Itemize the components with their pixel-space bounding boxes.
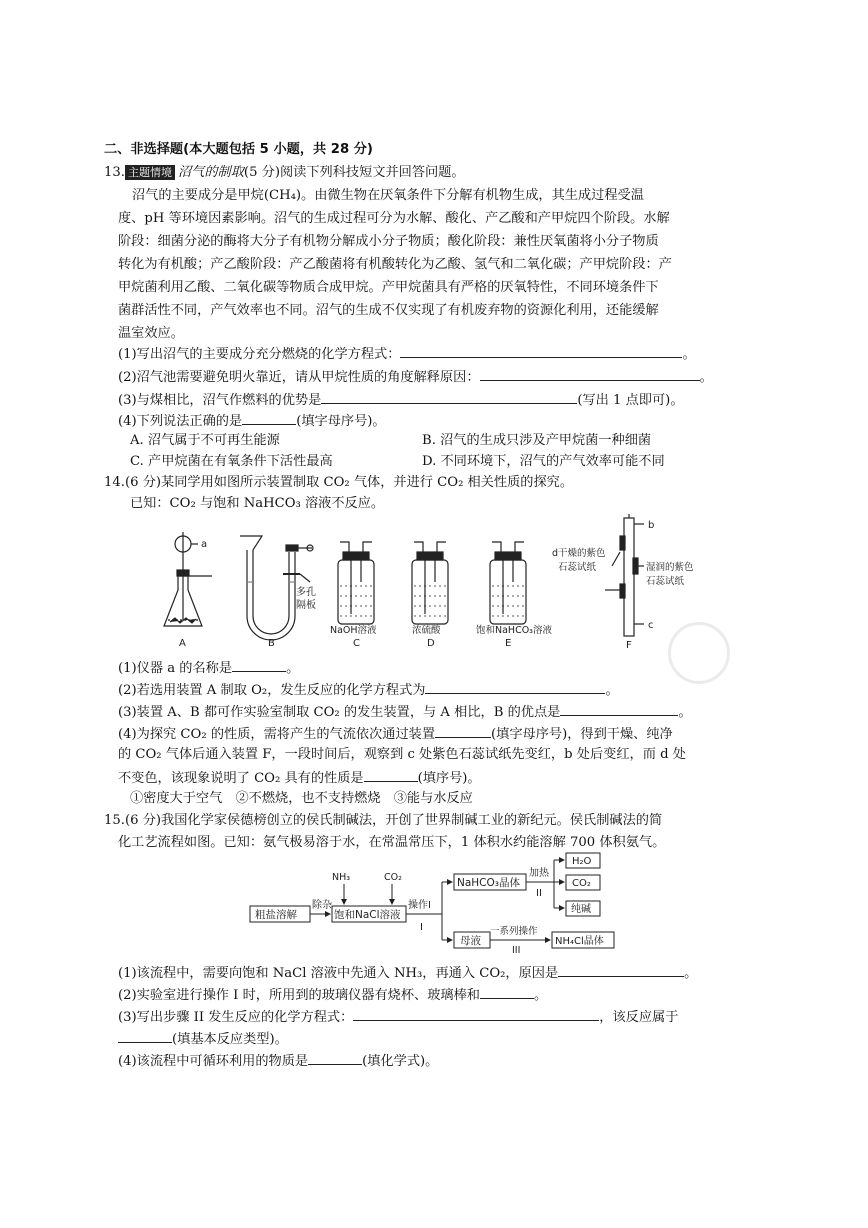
answer-blank[interactable] [232,657,286,672]
q14-sub4c-tail: (填序号)。 [417,771,481,786]
period: 。 [533,988,548,1003]
text-nahco3: NaHCO₃晶体 [457,877,520,889]
q14-sub1 [118,657,299,679]
q15-sub3a-tail: ，该反应属于 [599,1010,679,1025]
text-co2: CO₂ [572,878,591,889]
answer-blank[interactable] [480,366,700,381]
q13-sub1 [118,343,696,365]
period: 。 [678,705,692,720]
text-two: II [536,888,542,899]
q13-option-b: B. 沼气的生成只涉及产甲烷菌一种细菌 [422,433,652,448]
label-c: c [648,620,654,631]
text-crude: 粗盐溶解 [255,909,297,921]
answer-blank[interactable] [400,343,682,358]
period: 。 [286,661,300,676]
apparatus-c [330,542,377,649]
q14-apparatus-figure [150,512,710,654]
label-D: D [427,638,435,649]
q13-passage-line: 度、pH 等环境因素影响。沼气的生成过程可分为水解、酸化、产乙酸和产甲烷四个阶段。水解 [118,211,670,226]
answer-blank[interactable] [364,767,418,782]
text-satnacl: 饱和NaCl溶液 [334,909,401,921]
apparatus-b [240,536,316,649]
q14-sub2-text: (2)若选用装置 A 制取 O₂，发生反应的化学方程式为 [118,683,426,698]
q13-passage-line: 甲烷菌利用乙酸、二氧化碳等物质合成甲烷。产甲烷菌具有严格的厌氧特性，不同环境条件下 [118,280,659,295]
apparatus-a [164,532,212,649]
q13-sub3-text: (3)与煤相比，沼气作燃料的优势是 [118,393,322,408]
q15-sub4 [118,1050,438,1072]
q13-number: 13. [104,165,125,180]
label-C: C [353,638,360,649]
q13-topic: 沼气的制取 [177,165,244,180]
q15-sub2-text: (2)实验室进行操作 I 时，所用到的玻璃仪器有烧杯、玻璃棒和 [118,988,480,1003]
section-title: 二、非选择题(本大题包括 5 小题，共 28 分) [104,142,373,157]
q14-sub3 [118,701,692,723]
label-dry2: 石蕊试纸 [558,562,597,573]
text-op1: 操作I [408,900,431,911]
q14-sub4a [118,723,673,745]
q13-sub2-text: (2)沼气池需要避免明火靠近，请从甲烷性质的角度解释原因： [118,370,480,385]
text-three: III [512,945,521,956]
apparatus-f [552,514,694,651]
q13-heading [104,163,465,183]
q13-sub4-text: (4)下列说法正确的是 [118,414,243,429]
answer-blank[interactable] [435,723,491,738]
q13-theme-tag: 主题情境 [125,165,175,180]
q15-flow-diagram [246,852,626,956]
label-a: a [201,539,208,550]
label-naoh: NaOH溶液 [330,625,377,636]
q15-sub3b-tail: (填基本反应类型)。 [172,1032,288,1047]
answer-blank[interactable] [425,679,605,694]
q13-sub4 [118,410,386,432]
label-B: B [268,638,275,649]
q13-sub3 [118,389,684,411]
apparatus-d [412,542,448,649]
q14-sub1-text: (1)仪器 a 的名称是 [118,661,233,676]
label-b: b [648,520,655,531]
answer-blank[interactable] [560,701,678,716]
label-h2so4: 浓硫酸 [412,625,441,636]
q14-options: ①密度大于空气 ②不燃烧，也不支持燃烧 ③能与水反应 [130,791,473,806]
q13-option-c: C. 产甲烷菌在有氧条件下活性最高 [130,454,333,469]
q15-sub4-text: (4)该流程中可循环利用的物质是 [118,1054,309,1069]
text-heat: 加热 [529,868,549,879]
text-op1b: I [420,922,423,933]
q14-sub4a-text: (4)为探究 CO₂ 的性质，需将产生的气流依次通过装置 [118,727,436,742]
label-E: E [505,638,512,649]
answer-blank[interactable] [308,1050,362,1065]
text-series: 一系列操作 [490,926,538,937]
q15-sub3a [118,1006,678,1028]
answer-blank[interactable] [242,410,296,425]
q15-sub4-tail: (填化学式)。 [362,1054,439,1069]
q13-passage-line: 菌群活性不同，产气效率也不同。沼气的生成不仅实现了有机废弃物的资源化利用，还能缓解 [118,303,659,318]
q13-sub1-text: (1)写出沼气的主要成分充分燃烧的化学方程式： [118,347,401,362]
answer-blank[interactable] [480,984,534,999]
q13-passage-line: 沼气的主要成分是甲烷(CH₄)。由微生物在厌氧条件下分解有机物生成，其生成过程受温 [132,188,644,203]
period: 。 [699,370,713,385]
q15-sub3b [118,1028,288,1050]
apparatus-e [476,542,552,649]
q15-heading-line1: 15.(6 分)我国化学家侯德榜创立的侯氏制碱法，开创了世界制碱工业的新纪元。侯氏制碱法的简 [104,813,663,828]
q15-heading-line2: 化工艺流程如图。已知：氨气极易溶于水，在常温常压下，1 体积水约能溶解 700 体积氨气。 [118,835,666,850]
q15-sub1 [118,962,697,984]
text-h2o: H₂O [572,856,592,867]
period: 。 [682,347,696,362]
answer-blank[interactable] [353,1006,599,1021]
text-remove: 除杂 [312,900,332,911]
label-wet2: 石蕊试纸 [646,576,685,587]
q13-sub4-tail: (填字母序号)。 [296,414,386,429]
q14-known: 已知：CO₂ 与饱和 NaHCO₃ 溶液不反应。 [130,496,385,511]
label-porous1: 多孔 [296,587,316,598]
label-nahco3: 饱和NaHCO₃溶液 [476,625,552,636]
q14-sub4a-tail: (填字母序号)，得到干燥、纯净 [491,727,673,742]
q13-passage-line: 转化为有机酸；产乙酸阶段：产乙酸菌将有机酸转化为乙酸、氢气和二氧化碳；产甲烷阶段：产 [118,257,672,272]
q14-sub4c-text: 不变色，该现象说明了 CO₂ 具有的性质是 [118,771,364,786]
text-nh3: NH₃ [332,872,351,883]
q13-option-d: D. 不同环境下，沼气的产气效率可能不同 [422,454,665,469]
q14-sub3-text: (3)装置 A、B 都可作实验室制取 CO₂ 的发生装置，与 A 相比，B 的优点是 [118,705,561,720]
q13-sub3-tail: (写出 1 点即可)。 [577,393,684,408]
text-soda: 纯碱 [571,904,591,915]
period: 。 [684,966,698,981]
label-A: A [179,638,186,649]
label-wet1: 湿润的紫色 [646,562,694,573]
q13-option-a: A. 沼气属于不可再生能源 [130,433,280,448]
q15-sub3a-text: (3)写出步骤 II 发生反应的化学方程式： [118,1010,354,1025]
label-F: F [626,640,632,651]
q13-passage-line: 温室效应。 [118,326,184,341]
answer-blank[interactable] [558,962,684,977]
q13-intro: (5 分)阅读下列科技短文并回答问题。 [243,165,465,180]
q14-heading: 14.(6 分)某同学用如图所示装置制取 CO₂ 气体，并进行 CO₂ 相关性质的探究。 [104,475,574,490]
q14-sub4b: 的 CO₂ 气体后通入装置 F，一段时间后，观察到 c 处紫色石蕊试纸先变红，b 处后变红，而 d 处 [118,747,686,762]
q15-sub2 [118,984,547,1006]
q15-sub1-text: (1)该流程中，需要向饱和 NaCl 溶液中先通入 NH₃，再通入 CO₂，原因是 [118,966,559,981]
period: 。 [605,683,619,698]
text-nh4cl: NH₄Cl晶体 [555,936,604,947]
watermark-seal [668,622,730,684]
label-porous2: 隔板 [296,600,316,611]
text-mother: 母液 [460,935,481,947]
answer-blank[interactable] [118,1028,172,1043]
q14-sub4c [118,767,481,789]
answer-blank[interactable] [321,389,577,404]
q14-sub2 [118,679,619,701]
label-dry1: d干燥的紫色 [552,548,606,559]
q13-sub2 [118,366,713,388]
q13-passage-line: 阶段：细菌分泌的酶将大分子有机物分解成小分子物质；酸化阶段：兼性厌氧菌将小分子物质 [118,234,659,249]
text-co2in: CO₂ [384,872,402,883]
